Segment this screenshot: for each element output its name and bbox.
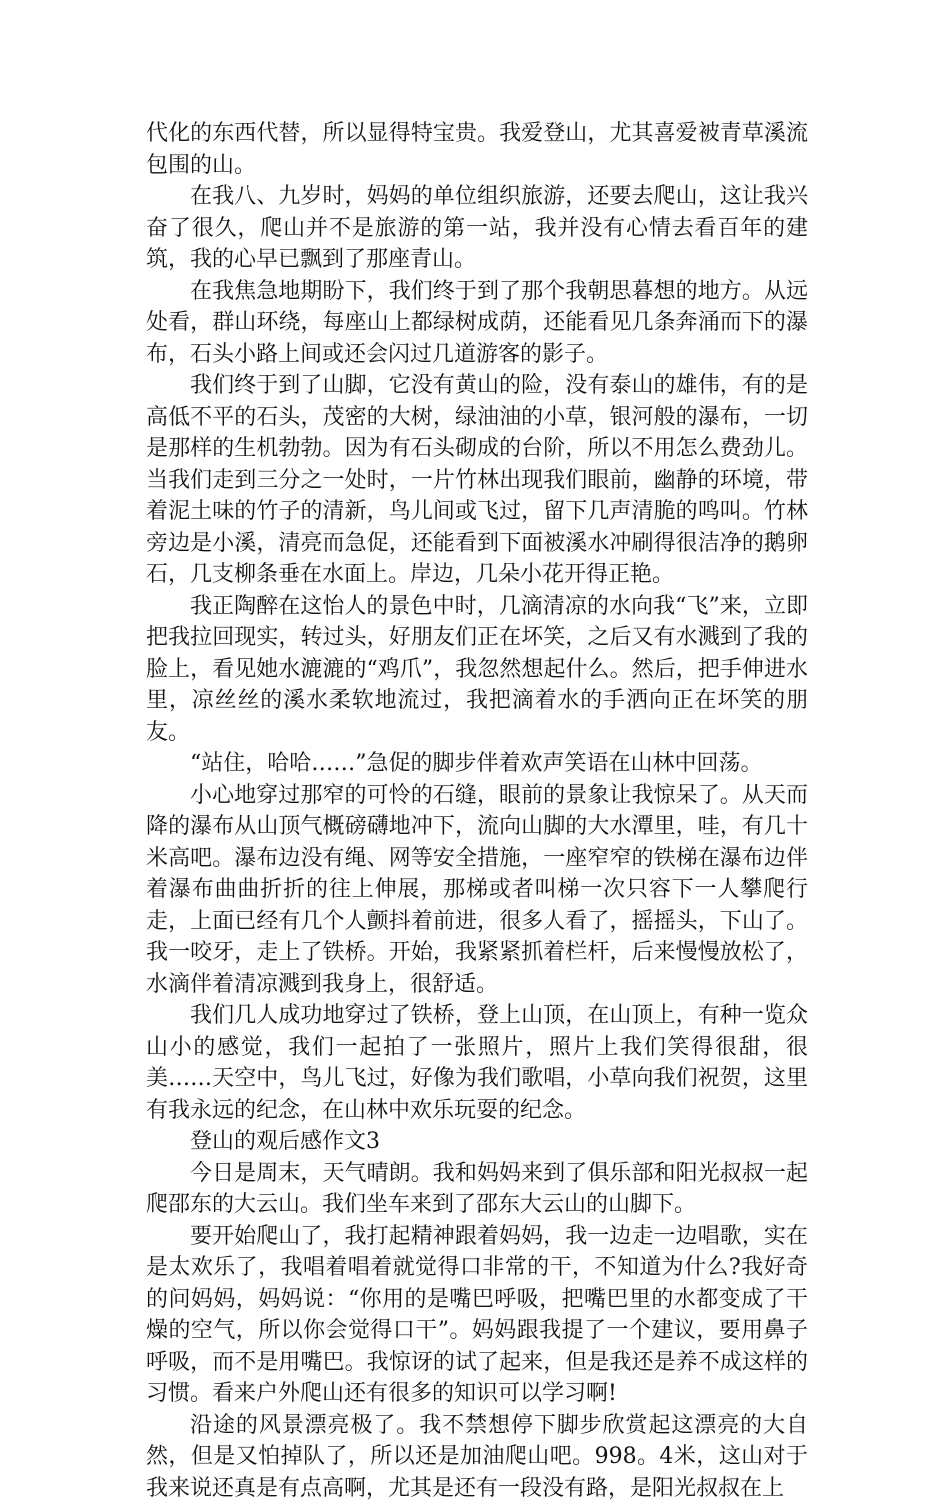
paragraph: 在我焦急地期盼下，我们终于到了那个我朝思暮想的地方。从远处看，群山环绕，每座山上都绿树成荫，还能看见几条奔涌而下的瀑布，石头小路上间或还会闪过几道游客的影子。 (146, 276, 808, 371)
paragraph: 在我八、九岁时，妈妈的单位组织旅游，还要去爬山，这让我兴奋了很久，爬山并不是旅游的第一站，我并没有心情去看百年的建筑，我的心早已飘到了那座青山。 (146, 181, 808, 276)
paragraph-dialogue: “站住，哈哈……”急促的脚步伴着欢声笑语在山林中回荡。 (146, 748, 808, 780)
paragraph: 小心地穿过那窄的可怜的石缝，眼前的景象让我惊呆了。从天而降的瀑布从山顶气概磅礴地冲下，流向山脚的大水潭里，哇，有几十米高吧。瀑布边没有绳、网等安全措施，一座窄窄的铁梯在瀑布边伴着瀑布曲曲折折的往上伸展，那梯或者叫梯一次只容下一人攀爬行走，上面已经有几个人颤抖着前进，很多人看了，摇摇头，下山了。我一咬牙，走上了铁桥。开始，我紧紧抓着栏杆，后来慢慢放松了，水滴伴着清凉溅到我身上，很舒适。 (146, 780, 808, 1001)
paragraph: 我正陶醉在这怡人的景色中时，几滴清凉的水向我“飞”来，立即把我拉回现实，转过头，好朋友们正在坏笑，之后又有水溅到了我的脸上，看见她水漉漉的“鸡爪”，我忽然想起什么。然后，把手伸进水里，凉丝丝的溪水柔软地流过，我把滴着水的手洒向正在坏笑的朋友。 (146, 591, 808, 749)
paragraph-continuation: 代化的东西代替，所以显得特宝贵。我爱登山，尤其喜爱被青草溪流包围的山。 (146, 118, 808, 181)
section-heading: 登山的观后感作文3 (146, 1126, 808, 1158)
document-body (146, 118, 808, 1504)
paragraph: 沿途的风景漂亮极了。我不禁想停下脚步欣赏起这漂亮的大自然，但是又怕掉队了，所以还是加油爬山吧。998。4米，这山对于我来说还真是有点高啊，尤其是还有一段没有路，是阳光叔叔在上 (146, 1410, 808, 1504)
paragraph: 今日是周末，天气晴朗。我和妈妈来到了俱乐部和阳光叔叔一起爬邵东的大云山。我们坐车来到了邵东大云山的山脚下。 (146, 1158, 808, 1221)
paragraph: 我们终于到了山脚，它没有黄山的险，没有泰山的雄伟，有的是高低不平的石头，茂密的大树，绿油油的小草，银河般的瀑布，一切是那样的生机勃勃。因为有石头砌成的台阶，所以不用怎么费劲儿。当我们走到三分之一处时，一片竹林出现我们眼前，幽静的环境，带着泥土味的竹子的清新，鸟儿间或飞过，留下几声清脆的鸣叫。竹林旁边是小溪，清亮而急促，还能看到下面被溪水冲刷得很洁净的鹅卵石，几支柳条垂在水面上。岸边，几朵小花开得正艳。 (146, 370, 808, 591)
paragraph: 要开始爬山了，我打起精神跟着妈妈，我一边走一边唱歌，实在是太欢乐了，我唱着唱着就觉得口非常的干，不知道为什么?我好奇的问妈妈，妈妈说：“你用的是嘴巴呼吸，把嘴巴里的水都变成了干燥的空气，所以你会觉得口干”。妈妈跟我提了一个建议，要用鼻子呼吸，而不是用嘴巴。我惊讶的试了起来，但是我还是养不成这样的习惯。看来户外爬山还有很多的知识可以学习啊! (146, 1221, 808, 1410)
paragraph: 我们几人成功地穿过了铁桥，登上山顶，在山顶上，有种一览众山小的感觉，我们一起拍了一张照片，照片上我们笑得很甜，很美……天空中，鸟儿飞过，好像为我们歌唱，小草向我们祝贺，这里有我永远的纪念，在山林中欢乐玩耍的纪念。 (146, 1000, 808, 1126)
